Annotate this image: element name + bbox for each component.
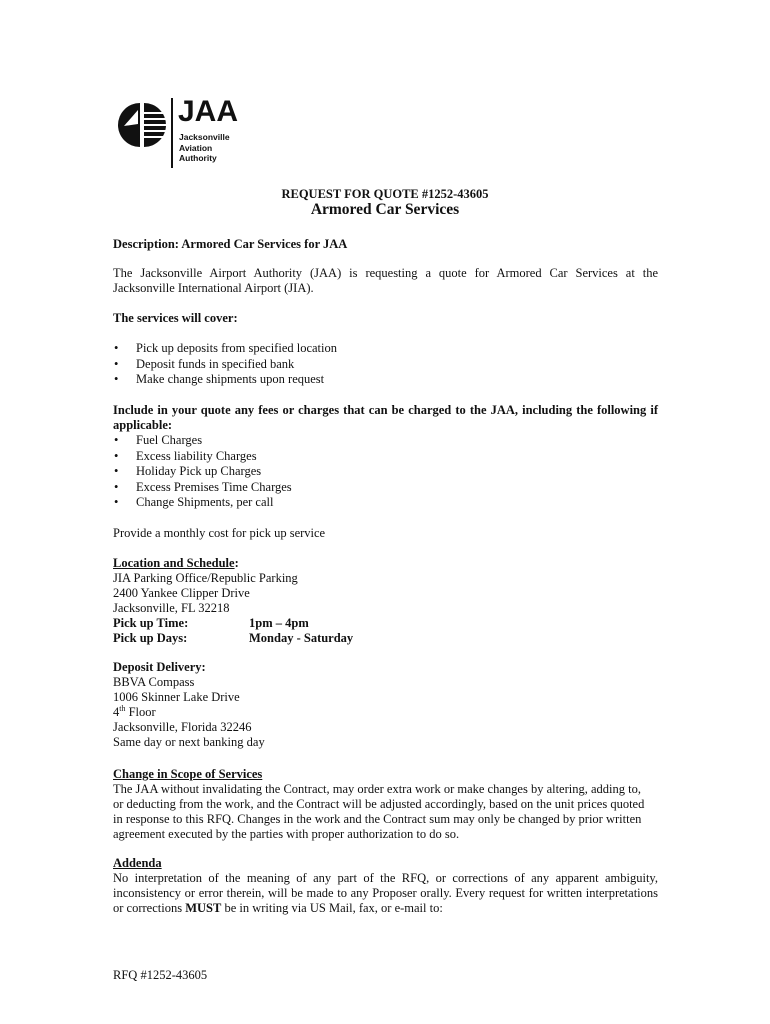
list-item: • Excess liability Charges bbox=[113, 449, 292, 465]
addenda-line: inconsistency or error therein, will be made to any Proposer orally. Every request for written interpretations bbox=[113, 886, 658, 900]
description-line: The Jacksonville Airport Authority (JAA) is requesting a quote for Armored Car Services at the bbox=[113, 266, 658, 280]
logo-name-line: Authority bbox=[179, 153, 217, 163]
monthly-cost-text: Provide a monthly cost for pick up service bbox=[113, 526, 326, 540]
addenda-text: or corrections bbox=[113, 901, 186, 915]
addenda-emphasis: MUST bbox=[185, 901, 222, 915]
rfq-number-title: REQUEST FOR QUOTE #1252-43605 bbox=[281, 187, 489, 201]
jaa-logo bbox=[118, 96, 258, 168]
pickup-days-label: Pick up Days: bbox=[113, 631, 188, 645]
document-title: Armored Car Services bbox=[310, 201, 460, 218]
pickup-time-label: Pick up Time: bbox=[113, 616, 189, 630]
services-list bbox=[113, 341, 337, 388]
list-item: • Make change shipments upon request bbox=[113, 372, 337, 388]
floor-ordinal: th bbox=[119, 703, 126, 713]
addenda-line bbox=[113, 901, 658, 917]
addenda-line: No interpretation of the meaning of any part of the RFQ, or corrections of any apparent ambiguity, bbox=[113, 871, 658, 885]
floor-number: 4 bbox=[113, 705, 120, 719]
scope-line: The JAA without invalidating the Contract, may order extra work or make changes by altering, adding to, bbox=[113, 782, 641, 796]
scope-line: or deducting from the work, and the Contract will be adjusted accordingly, based on the unit prices quoted bbox=[113, 797, 645, 811]
fees-heading-cont: applicable: bbox=[113, 418, 173, 432]
list-item: • Deposit funds in specified bank bbox=[113, 357, 337, 373]
list-item: • Excess Premises Time Charges bbox=[113, 480, 292, 496]
scope-heading: Change in Scope of Services bbox=[113, 767, 263, 781]
logo-abbreviation: JAA bbox=[178, 95, 239, 128]
description-line: Jacksonville International Airport (JIA). bbox=[113, 281, 314, 295]
logo-name-line: Aviation bbox=[179, 142, 213, 153]
logo-name-line: Jacksonville bbox=[179, 132, 230, 142]
list-item: • Pick up deposits from specified location bbox=[113, 341, 337, 357]
pickup-time-value: 1pm – 4pm bbox=[249, 616, 309, 630]
pickup-days-value: Monday - Saturday bbox=[249, 631, 354, 645]
deposit-street: 1006 Skinner Lake Drive bbox=[113, 690, 240, 704]
fees-list bbox=[113, 433, 292, 511]
addenda-text: be in writing via US Mail, fax, or e-mail to: bbox=[221, 901, 443, 915]
services-heading: The services will cover: bbox=[113, 311, 238, 325]
deposit-timing: Same day or next banking day bbox=[113, 735, 265, 749]
location-heading-colon: : bbox=[234, 556, 239, 570]
list-item: • Change Shipments, per call bbox=[113, 495, 292, 511]
deposit-heading: Deposit Delivery: bbox=[113, 660, 206, 674]
list-item: • Holiday Pick up Charges bbox=[113, 464, 292, 480]
description-heading: Description: Armored Car Services for JAA bbox=[113, 237, 348, 251]
floor-text: Floor bbox=[125, 705, 156, 719]
location-line: JIA Parking Office/Republic Parking bbox=[113, 571, 298, 585]
list-item: • Fuel Charges bbox=[113, 433, 292, 449]
fees-heading: Include in your quote any fees or charges that can be charged to the JAA, including the following if bbox=[113, 403, 658, 417]
deposit-floor bbox=[113, 705, 658, 721]
scope-line: in response to this RFQ. Changes in the work and the Contract sum may only be changed by prior written bbox=[113, 812, 642, 826]
location-heading bbox=[113, 556, 658, 572]
location-heading-text: Location and Schedule bbox=[113, 556, 235, 570]
scope-line: agreement executed by the parties with proper authorization to do so. bbox=[113, 827, 460, 841]
deposit-city: Jacksonville, Florida 32246 bbox=[113, 720, 252, 734]
deposit-bank: BBVA Compass bbox=[113, 675, 195, 689]
jaa-logo-mark-icon bbox=[118, 100, 168, 150]
addenda-heading: Addenda bbox=[113, 856, 162, 870]
location-line: 2400 Yankee Clipper Drive bbox=[113, 586, 250, 600]
location-line: Jacksonville, FL 32218 bbox=[113, 601, 230, 615]
page-footer: RFQ #1252-43605 bbox=[113, 968, 208, 982]
logo-divider bbox=[171, 98, 173, 168]
logo-organization-name bbox=[179, 132, 230, 164]
